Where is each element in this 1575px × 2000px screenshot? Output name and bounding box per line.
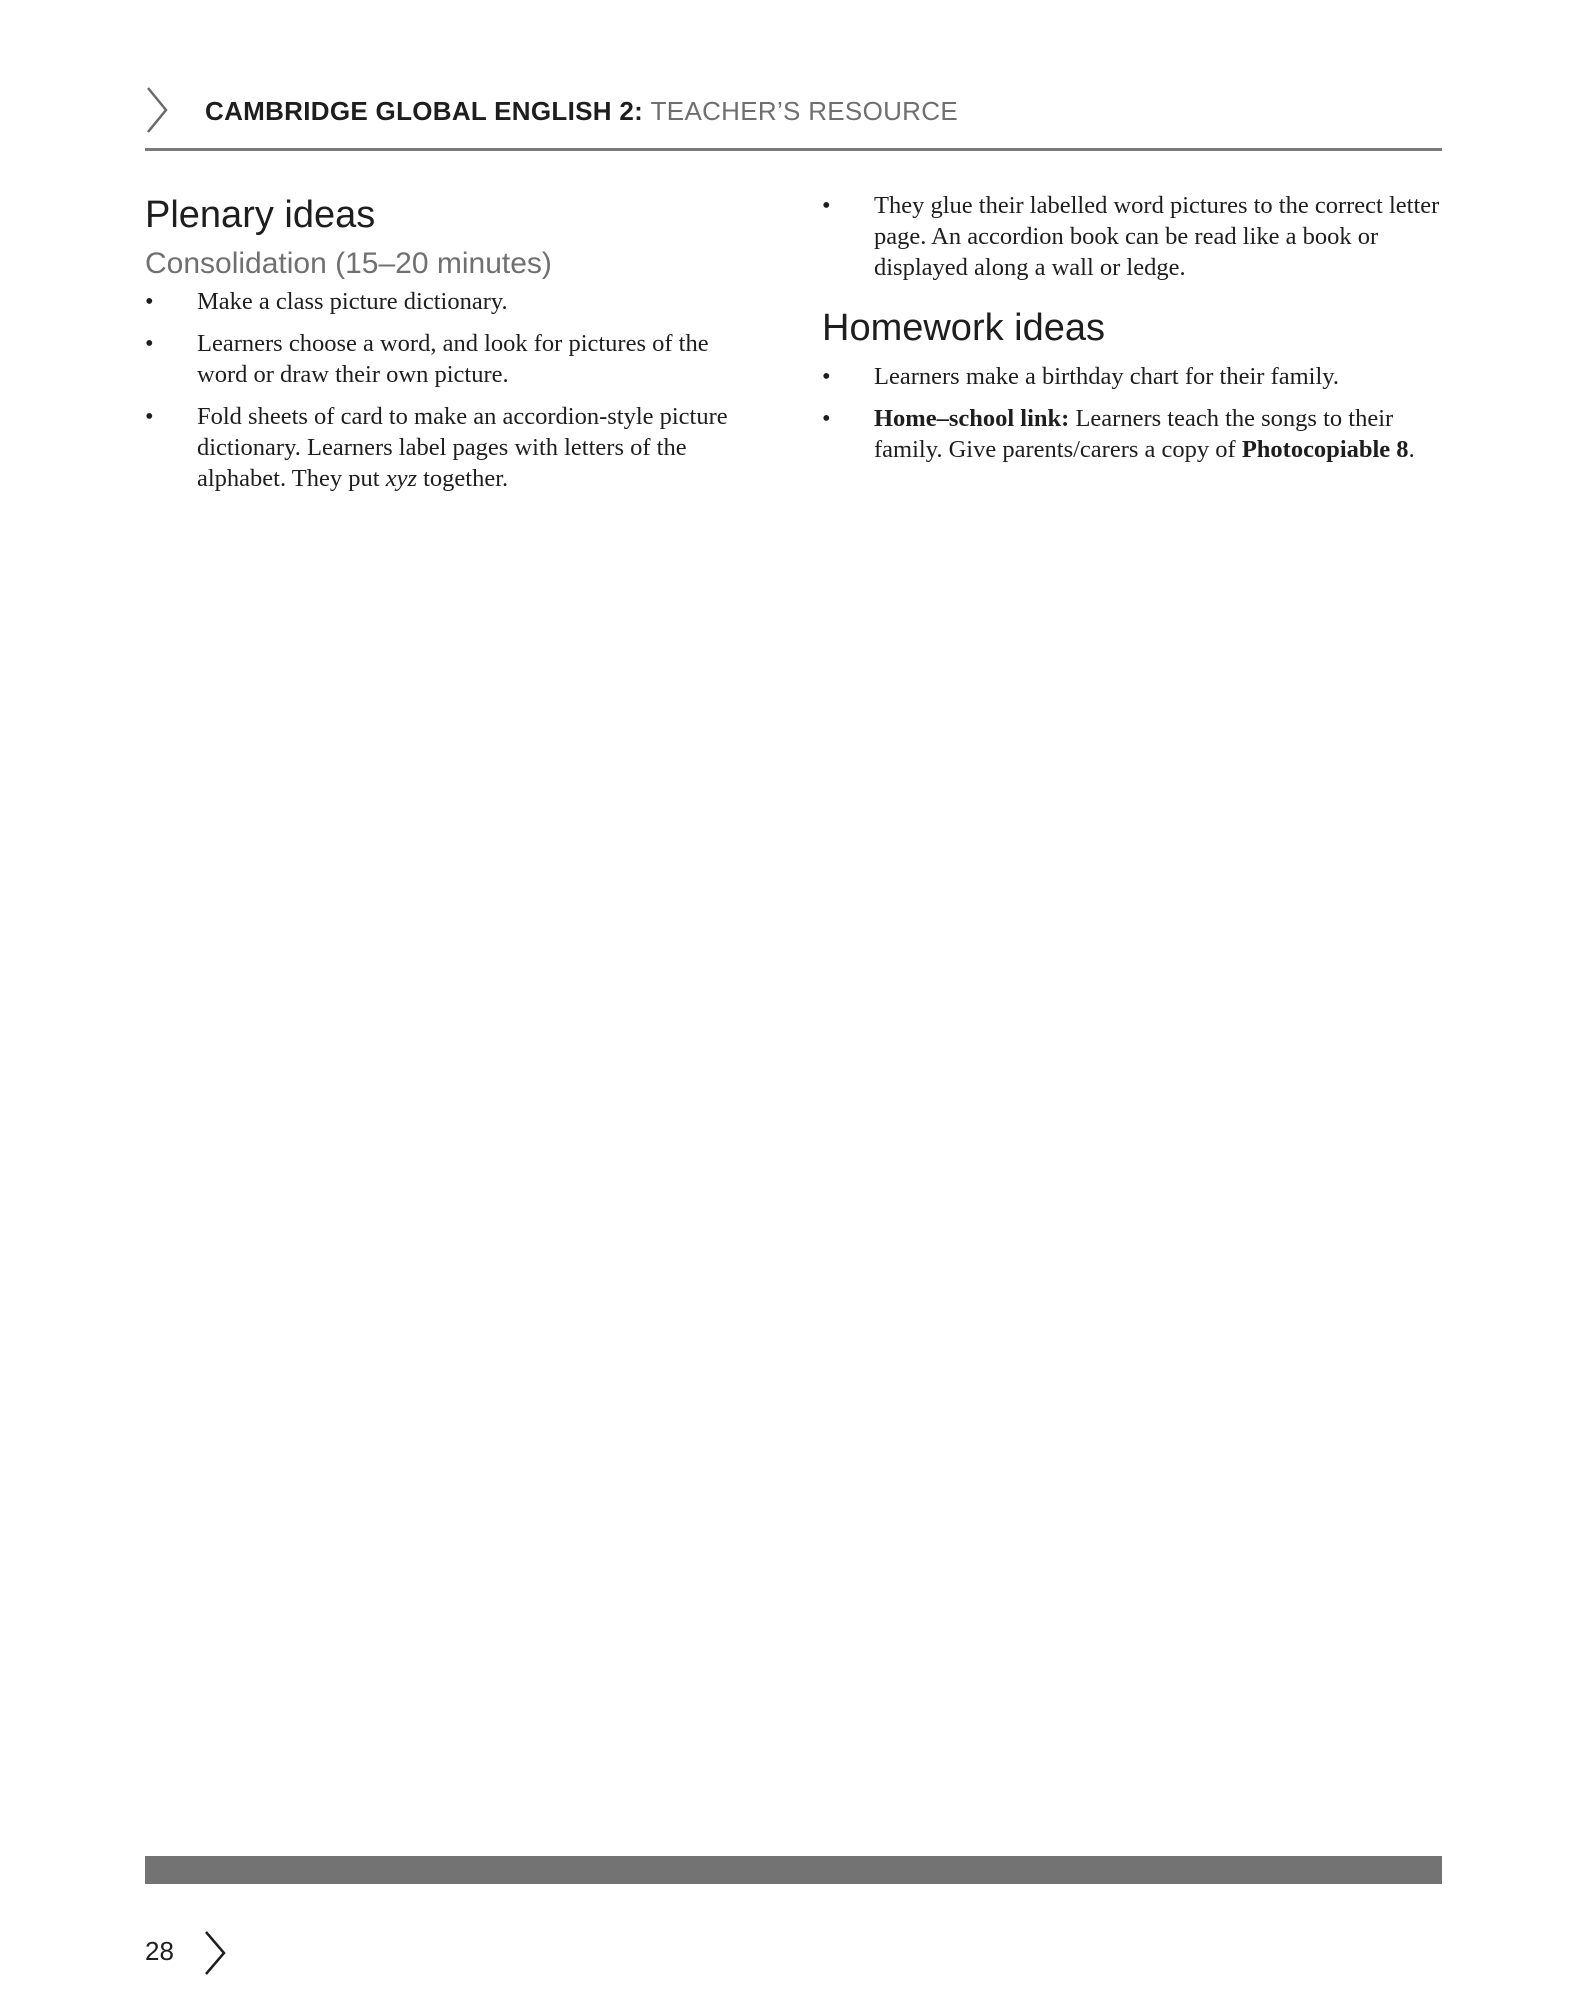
list-item-text-end: . xyxy=(1408,436,1415,463)
chevron-right-icon xyxy=(145,86,169,134)
bullet-icon: • xyxy=(145,403,154,430)
bullet-icon: • xyxy=(145,330,154,357)
consolidation-subheading: Consolidation (15–20 minutes) xyxy=(145,247,552,280)
bullet-icon: • xyxy=(822,192,831,219)
plenary-heading: Plenary ideas xyxy=(145,194,376,236)
list-item-text: Learners make a birthday chart for their family. xyxy=(874,363,1340,390)
header-title xyxy=(205,96,958,127)
list-item xyxy=(145,328,765,390)
list-item xyxy=(822,190,1442,283)
list-item-text-end: together. xyxy=(417,465,509,492)
header-separator: : xyxy=(634,96,644,126)
list-item-text: They glue their labelled word pictures to the correct letter page. An accordion book can be read like a book or displayed along a wall or ledge. xyxy=(874,192,1440,281)
photocopiable-reference: Photocopiable 8 xyxy=(1241,436,1409,463)
bullet-icon: • xyxy=(822,363,831,390)
list-item xyxy=(145,401,765,494)
list-item-text: Fold sheets of card to make an accordion-style picture dictionary. Learners label pages with letters of the alphabet. They put xyxy=(197,403,728,492)
homework-heading: Homework ideas xyxy=(822,307,1105,349)
list-item xyxy=(822,403,1442,465)
list-item-text: Learners teach the songs to their family. Give parents/carers a copy of xyxy=(874,405,1394,463)
footer-bar xyxy=(145,1856,1442,1884)
right-column xyxy=(822,190,1442,476)
list-item-emphasis: xyz xyxy=(385,465,417,492)
bullet-icon: • xyxy=(822,405,831,432)
homework-list xyxy=(822,361,1442,465)
list-item-text: Make a class picture dictionary. xyxy=(197,288,508,315)
header-subtitle: TEACHER’S RESOURCE xyxy=(650,96,958,126)
page-number: 28 xyxy=(145,1936,174,1966)
list-item xyxy=(145,286,765,317)
list-item xyxy=(822,361,1442,392)
header-series: CAMBRIDGE GLOBAL ENGLISH 2 xyxy=(205,96,635,126)
list-item-text: Learners choose a word, and look for pictures of the word or draw their own picture. xyxy=(197,330,709,388)
plenary-list-continued xyxy=(822,190,1442,283)
home-school-link-label: Home–school link: xyxy=(874,405,1070,432)
running-header xyxy=(145,86,1442,151)
bullet-icon: • xyxy=(145,288,154,315)
plenary-list xyxy=(145,286,765,494)
chevron-right-icon xyxy=(203,1930,227,1976)
left-column xyxy=(145,190,765,505)
